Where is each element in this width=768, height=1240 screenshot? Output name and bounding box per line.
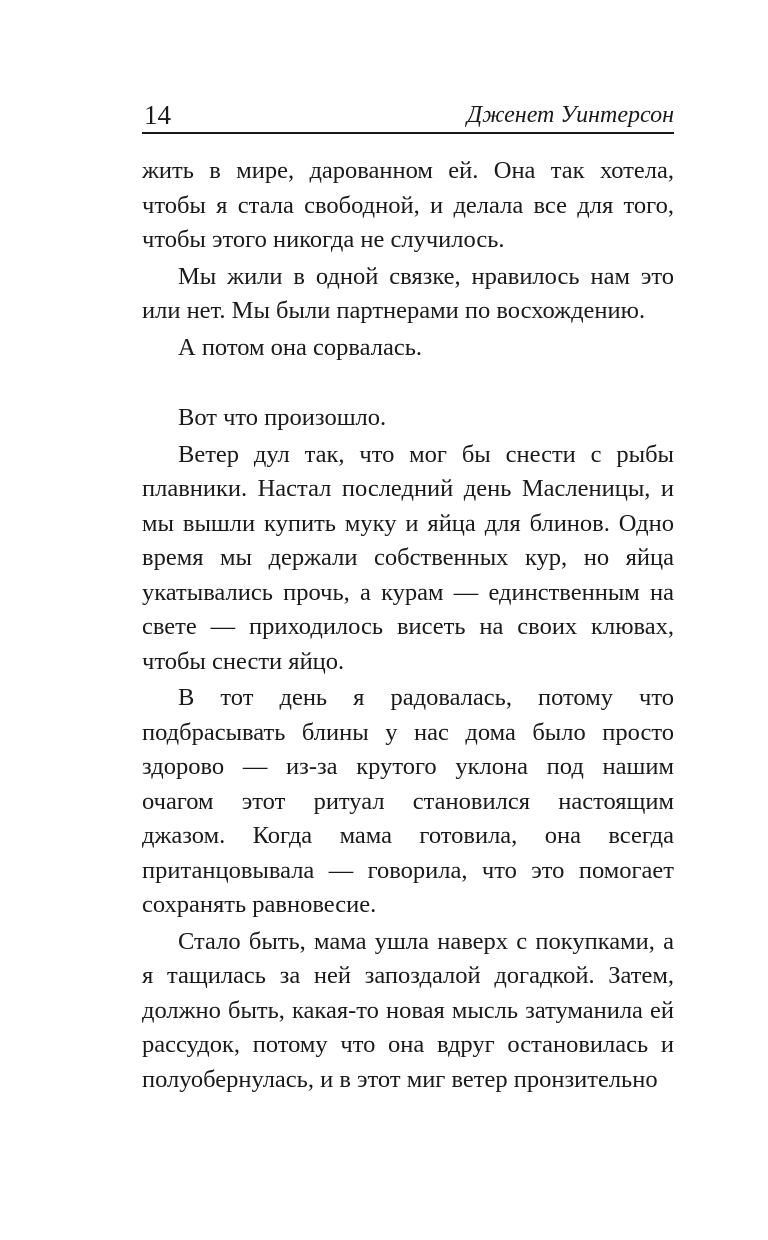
header-rule [142, 132, 674, 134]
paragraph: Мы жили в одной связке, нравилось нам это или нет. Мы были партнерами по восхождению. [142, 262, 674, 324]
paragraph: Стало быть, мама ушла наверх с покупками, а я тащилась за ней запоздалой догадкой. Затем, должно быть, какая-то новая мысль затуманила ей рассудок, потому что она вдруг остановилась и полуобернулась, и в этот миг ветер пронзительно [142, 927, 674, 1093]
paragraph: Вот что произошло. [178, 404, 387, 431]
page-header [142, 98, 674, 132]
paragraph: А потом она сорвалась. [178, 333, 422, 361]
paragraph-continued: жить в мире, дарованном ей. Она так хотела, чтобы я стала свободной, и делала все для того, чтобы этого никогда не случилось. [142, 157, 674, 253]
paragraph: В тот день я радовалась, потому что подбрасывать блины у нас дома было просто здорово — из-за крутого уклона под нашим очагом этот ритуал становился настоящим джазом. Когда мама готовила, она всегда пританцовывала — говорила, что это помогает сохранять равновесие. [142, 684, 674, 918]
body-text [142, 154, 674, 1099]
section-break [142, 367, 674, 401]
running-title: Дженет Уинтерсон [466, 102, 674, 128]
paragraph: Ветер дул так, что мог бы снести с рыбы плавники. Настал последний день Масленицы, и мы вышли купить муку и яйца для блинов. Одно время мы держали собственных кур, но яйца укатывались прочь, а курам — единственным на свете — приходилось висеть на своих клювах, чтобы снести яйцо. [142, 440, 674, 675]
page-number: 14 [144, 100, 171, 130]
